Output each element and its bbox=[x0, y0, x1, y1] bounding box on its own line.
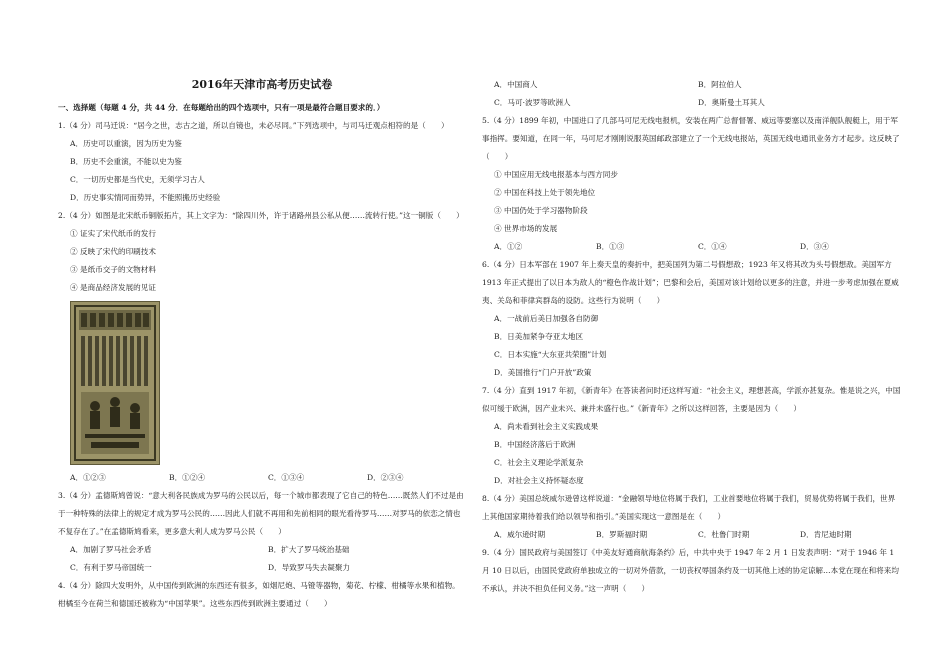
option-c: C．马可·波罗等欧洲人 bbox=[494, 98, 571, 107]
option-d: D．②③④ bbox=[367, 473, 404, 482]
question-stem: 9.（4 分）国民政府与美国签订《中美友好通商航海条约》后，中共中央于 1947 年 2 月 1 日发表声明：“对于 1946 年 1 月 10 日以后，由国民党政府单独成立的一切对外借款，一切丧权辱国条约及一切其他上述的协定谅解…本党在现在和将来均不承认，并决不担负任何义务。”这一声明（ ） bbox=[482, 548, 899, 593]
option-c: C．社会主义理论学派复杂 bbox=[494, 458, 584, 467]
question-7 bbox=[482, 382, 902, 490]
option-a: A．尚未看到社会主义实践成果 bbox=[494, 422, 599, 431]
question-stem: 6.（4 分）日本军部在 1907 年上奏天皇的奏折中，把美国列为第二号假想敌；1923 年又将其改为头号假想敌。美国军方 1913 年正式提出了以日本为敌人的“橙色作战计划”；巴黎和会后，美国对该计划给以更多的注意，并进一步考虑加强在夏威夷、关岛和菲律宾群岛的设防。这些行为说明（ ） bbox=[482, 260, 899, 305]
banknote-rubbing-graphic bbox=[71, 302, 159, 464]
question-stem: 8.（4 分）美国总统威尔逊曾这样说道：“金融领导地位将属于我们，工业首要地位将属于我们，贸易优势将属于我们，世界上其他国家期待着我们给以领导和指引。”美国实现这一意图是在（ ） bbox=[482, 494, 896, 521]
option-b: B．①②④ bbox=[169, 473, 205, 482]
options-row bbox=[58, 469, 466, 487]
option-d: D．③④ bbox=[800, 242, 829, 251]
options-grid bbox=[58, 541, 466, 577]
options-grid bbox=[482, 76, 902, 112]
question-stem: 2.（4 分）如图是北宋纸币铜版拓片，其上文字为：“除四川外，许于诸路州县公私从便……流转行使。”这一铜版（ ） bbox=[58, 211, 464, 220]
question-4-part-1 bbox=[58, 577, 466, 608]
option-a: A．历史可以重演，因为历史为鉴 bbox=[70, 139, 182, 148]
option-d: D．历史事实情同而势异，不能照搬历史经验 bbox=[70, 193, 221, 202]
question-6 bbox=[482, 256, 902, 382]
question-stem: 1.（4 分）司马迁说：“居今之世，志古之道，所以自镜也，未必尽同。”下列选项中，与司马迁观点相符的是（ ） bbox=[58, 121, 449, 130]
option-c: C．有利于罗马帝国统一 bbox=[70, 563, 152, 572]
page-title: 2016年天津市高考历史试卷 bbox=[191, 78, 333, 91]
option-b: B．扩大了罗马统治基础 bbox=[268, 545, 350, 554]
statement-2: ② 中国在科技上处于领先地位 bbox=[494, 188, 596, 197]
options-row bbox=[482, 526, 902, 544]
option-a: A．①②③ bbox=[70, 473, 106, 482]
option-a: A．一战前后美日加强各自防御 bbox=[494, 314, 599, 323]
question-3 bbox=[58, 487, 466, 577]
section-heading: 一、选择题（每题 4 分，共 44 分．在每题给出的四个选项中，只有一项是最符合题目要求的．） bbox=[58, 103, 385, 112]
statement-3: ③ 是纸币交子的文物材料 bbox=[70, 265, 156, 274]
statement-2: ② 反映了宋代的印刷技术 bbox=[70, 247, 156, 256]
right-column bbox=[482, 76, 902, 598]
question-5 bbox=[482, 112, 902, 256]
question-4-part-2 bbox=[482, 76, 902, 112]
banknote-rubbing-image bbox=[70, 301, 160, 465]
option-c: C．①④ bbox=[698, 242, 727, 251]
option-a: A．中国商人 bbox=[494, 80, 538, 89]
option-b: B．中国经济落后于欧洲 bbox=[494, 440, 576, 449]
option-b: B．阿拉伯人 bbox=[698, 80, 742, 89]
question-2 bbox=[58, 207, 466, 487]
option-c: C．①③④ bbox=[268, 473, 305, 482]
question-8 bbox=[482, 490, 902, 544]
statement-1: ① 中国应用无线电报基本与西方同步 bbox=[494, 170, 618, 179]
option-d: D．美国推行“门户开放”政策 bbox=[494, 368, 592, 377]
option-b: B．①③ bbox=[596, 242, 625, 251]
option-c: C．一切历史都是当代史，无须学习古人 bbox=[70, 175, 205, 184]
statement-4: ④ 是商品经济发展的见证 bbox=[70, 283, 156, 292]
option-b: B．罗斯福时期 bbox=[596, 530, 648, 539]
option-d: D．肯尼迪时期 bbox=[800, 530, 852, 539]
option-a: A．加剧了罗马社会矛盾 bbox=[70, 545, 152, 554]
option-d: D．对社会主义持怀疑态度 bbox=[494, 476, 584, 485]
option-d: D．导致罗马失去凝聚力 bbox=[268, 563, 351, 572]
option-c: C．杜鲁门时期 bbox=[698, 530, 750, 539]
options-row bbox=[482, 238, 902, 256]
question-stem: 3.（4 分）孟德斯鸠曾说：“意大利各民族成为罗马的公民以后，每一个城市都表现了它自己的特色……既然人们不过是由于一种特殊的法律上的规定才成为罗马公民的……因此人们就不再用和先前相同的眼光看待罗马……对罗马的依恋之情也不复存在了。”在孟德斯鸠看来，更多意大利人成为罗马公民（ ） bbox=[58, 491, 464, 536]
question-stem: 5.（4 分）1899 年初，中国进口了几部马可尼无线电报机，安装在两广总督督署、威远等要塞以及南洋舰队舰艇上，用于军事指挥。要知道，在同一年，马可尼才刚刚说服英国邮政部建立了一个无线电报站，英国无线电通讯业务方才起步。这反映了（ ） bbox=[482, 116, 900, 161]
statement-1: ① 证实了宋代纸币的发行 bbox=[70, 229, 156, 238]
question-stem: 7.（4 分）直到 1917 年初，《新青年》在答读者问时还这样写道：“社会主义，理想甚高，学派亦甚复杂。惟是说之兴，中国似可缓于欧洲，因产业未兴、兼并未盛行也。”《新青年》之所以这样回答，主要是因为（ ） bbox=[482, 386, 901, 413]
question-stem: 4.（4 分）除四大发明外，从中国传到欧洲的东西还有很多，如烟尼炮、马镫等器物，菊花、柠檬、柑橘等水果和植物。柑橘至今在荷兰和德国还被称为“中国苹果”。这些东西传到欧洲主要通过（ ） bbox=[58, 581, 460, 608]
option-b: B．日美加紧争夺亚太地区 bbox=[494, 332, 584, 341]
option-b: B．历史不会重演，不能以史为鉴 bbox=[70, 157, 182, 166]
option-d: D．奥斯曼土耳其人 bbox=[698, 98, 765, 107]
question-9 bbox=[482, 544, 902, 598]
option-a: A．威尔逊时期 bbox=[494, 530, 546, 539]
left-column bbox=[58, 76, 466, 608]
option-c: C．日本实施“大东亚共荣圈”计划 bbox=[494, 350, 607, 359]
statement-3: ③ 中国仍处于学习器物阶段 bbox=[494, 206, 588, 215]
statement-4: ④ 世界市场的发展 bbox=[494, 224, 558, 233]
question-1 bbox=[58, 117, 466, 207]
option-a: A．①② bbox=[494, 242, 523, 251]
